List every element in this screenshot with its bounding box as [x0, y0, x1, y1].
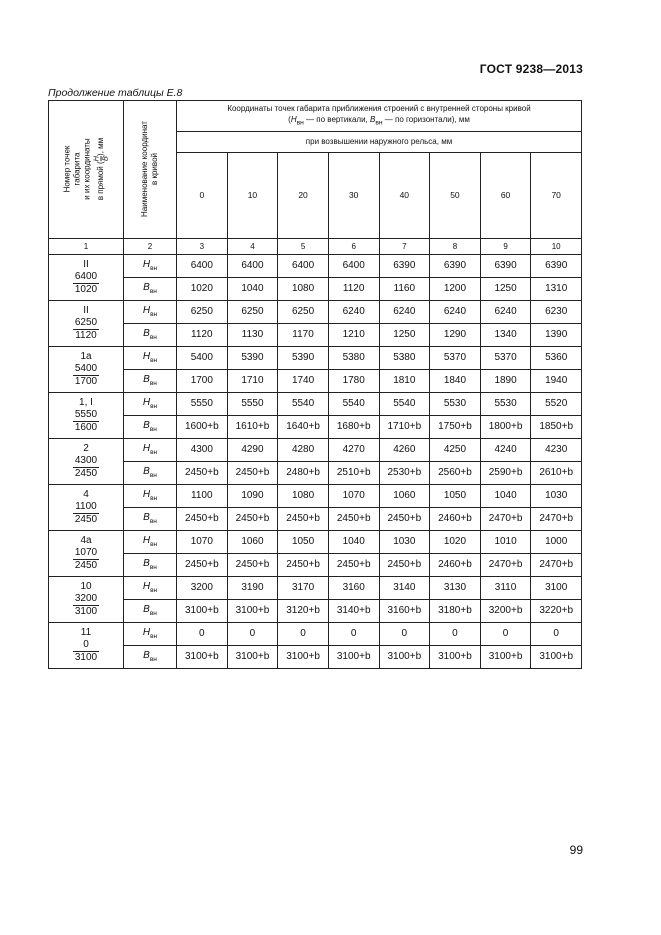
width-value: 1170 — [278, 323, 329, 346]
coordinate-name: $H_{вн}$ — [124, 484, 177, 507]
width-value: 2590+b — [480, 461, 531, 484]
height-value: 1020 — [430, 530, 481, 553]
point-id-cell: 2 $\frac{4300}{2450}$ — [49, 438, 124, 484]
width-value: 1340 — [480, 323, 531, 346]
coordinate-name: $B_{вн}$ — [124, 507, 177, 530]
height-value: 4230 — [531, 438, 582, 461]
height-value: 5540 — [278, 392, 329, 415]
width-value: 2450+b — [227, 507, 278, 530]
height-value: 3190 — [227, 576, 278, 599]
height-value: 5360 — [531, 346, 582, 369]
width-value: 1780 — [328, 369, 379, 392]
width-value: 3220+b — [531, 599, 582, 622]
column-number: 8 — [430, 238, 481, 254]
height-value: 3110 — [480, 576, 531, 599]
table-row — [49, 484, 582, 507]
table-row — [49, 254, 582, 277]
height-value: 4280 — [278, 438, 329, 461]
table-row — [49, 553, 582, 576]
header-point-numbers: Номер точек габарита и их координаты в прямой ( H B ), мм — [49, 101, 124, 239]
width-value: 1850+b — [531, 415, 582, 438]
table-row — [49, 461, 582, 484]
width-value: 2560+b — [430, 461, 481, 484]
column-number: 6 — [328, 238, 379, 254]
width-value: 2450+b — [177, 553, 228, 576]
width-value: 1200 — [430, 277, 481, 300]
height-value: 6390 — [430, 254, 481, 277]
height-value: 1070 — [177, 530, 228, 553]
height-value: 3200 — [177, 576, 228, 599]
document-header: ГОСТ 9238—2013 — [479, 62, 583, 76]
height-value: 1050 — [430, 484, 481, 507]
height-value: 5530 — [480, 392, 531, 415]
width-value: 3100+b — [379, 645, 430, 668]
height-value: 1000 — [531, 530, 582, 553]
page-number: 99 — [569, 843, 583, 857]
height-value: 1090 — [227, 484, 278, 507]
height-value: 1060 — [379, 484, 430, 507]
coordinate-name: $B_{вн}$ — [124, 461, 177, 484]
width-value: 1120 — [177, 323, 228, 346]
width-value: 2510+b — [328, 461, 379, 484]
width-value: 1040 — [227, 277, 278, 300]
width-value: 1940 — [531, 369, 582, 392]
width-value: 2450+b — [328, 507, 379, 530]
header-elevation-value: 70 — [531, 152, 582, 238]
coordinate-name: $B_{вн}$ — [124, 323, 177, 346]
column-number: 4 — [227, 238, 278, 254]
width-value: 1800+b — [480, 415, 531, 438]
width-value: 2480+b — [278, 461, 329, 484]
height-value: 1010 — [480, 530, 531, 553]
point-id-cell: 1, I $\frac{5550}{1600}$ — [49, 392, 124, 438]
height-value: 1030 — [531, 484, 582, 507]
height-value: 0 — [531, 622, 582, 645]
height-value: 5390 — [278, 346, 329, 369]
coordinate-name: $H_{вн}$ — [124, 576, 177, 599]
header-elevation-value: 20 — [278, 152, 329, 238]
coordinate-name: $H_{вн}$ — [124, 254, 177, 277]
coordinate-name: $B_{вн}$ — [124, 645, 177, 668]
width-value: 2470+b — [480, 553, 531, 576]
width-value: 1080 — [278, 277, 329, 300]
height-value: 6250 — [278, 300, 329, 323]
height-value: 5550 — [227, 392, 278, 415]
width-value: 1610+b — [227, 415, 278, 438]
header-coordinates-title: Координаты точек габарита приближения строений с внутренней стороны кривой ($H_{вн}$ — по вертикали, $B_{вн}$ — по горизонтали), мм — [177, 101, 582, 132]
height-value: 5400 — [177, 346, 228, 369]
height-value: 4290 — [227, 438, 278, 461]
height-value: 5370 — [430, 346, 481, 369]
height-value: 3160 — [328, 576, 379, 599]
width-value: 1130 — [227, 323, 278, 346]
width-value: 2450+b — [379, 553, 430, 576]
width-value: 1120 — [328, 277, 379, 300]
height-value: 4300 — [177, 438, 228, 461]
table-row — [49, 323, 582, 346]
height-value: 4270 — [328, 438, 379, 461]
height-value: 6250 — [177, 300, 228, 323]
width-value: 2450+b — [278, 553, 329, 576]
width-value: 3100+b — [177, 599, 228, 622]
width-value: 2610+b — [531, 461, 582, 484]
coordinate-name: $B_{вн}$ — [124, 415, 177, 438]
width-value: 2460+b — [430, 507, 481, 530]
height-value: 4250 — [430, 438, 481, 461]
height-value: 5380 — [328, 346, 379, 369]
height-value: 1060 — [227, 530, 278, 553]
height-value: 0 — [480, 622, 531, 645]
height-value: 6400 — [278, 254, 329, 277]
height-value: 0 — [227, 622, 278, 645]
width-value: 2450+b — [227, 553, 278, 576]
height-value: 0 — [430, 622, 481, 645]
height-value: 1070 — [328, 484, 379, 507]
width-value: 1210 — [328, 323, 379, 346]
height-value: 5520 — [531, 392, 582, 415]
coordinate-name: $B_{вн}$ — [124, 599, 177, 622]
height-value: 6400 — [227, 254, 278, 277]
width-value: 3100+b — [480, 645, 531, 668]
height-value: 3100 — [531, 576, 582, 599]
width-value: 3100+b — [227, 645, 278, 668]
coordinate-name: $H_{вн}$ — [124, 438, 177, 461]
width-value: 1020 — [177, 277, 228, 300]
height-value: 3170 — [278, 576, 329, 599]
column-number: 3 — [177, 238, 228, 254]
height-value: 6240 — [480, 300, 531, 323]
width-value: 2470+b — [531, 553, 582, 576]
height-value: 6390 — [480, 254, 531, 277]
column-number: 5 — [278, 238, 329, 254]
point-id-cell: 4 $\frac{1100}{2450}$ — [49, 484, 124, 530]
coordinate-name: $B_{вн}$ — [124, 369, 177, 392]
height-value: 6240 — [430, 300, 481, 323]
height-value: 5540 — [328, 392, 379, 415]
width-value: 2450+b — [177, 507, 228, 530]
width-value: 2530+b — [379, 461, 430, 484]
width-value: 1250 — [480, 277, 531, 300]
coordinate-name: $H_{вн}$ — [124, 392, 177, 415]
width-value: 3200+b — [480, 599, 531, 622]
header-elevation-value: 0 — [177, 152, 228, 238]
height-value: 6390 — [531, 254, 582, 277]
table-row — [49, 392, 582, 415]
width-value: 2460+b — [430, 553, 481, 576]
width-value: 3120+b — [278, 599, 329, 622]
table-row — [49, 576, 582, 599]
header-elevation-value: 40 — [379, 152, 430, 238]
height-value: 6400 — [177, 254, 228, 277]
height-value: 1040 — [328, 530, 379, 553]
width-value: 3100+b — [328, 645, 379, 668]
table-row — [49, 415, 582, 438]
width-value: 1160 — [379, 277, 430, 300]
width-value: 1700 — [177, 369, 228, 392]
table-row — [49, 300, 582, 323]
header-elevation-value: 60 — [480, 152, 531, 238]
height-value: 1080 — [278, 484, 329, 507]
table-row — [49, 622, 582, 645]
table-row — [49, 277, 582, 300]
width-value: 1290 — [430, 323, 481, 346]
width-value: 3100+b — [227, 599, 278, 622]
width-value: 2450+b — [278, 507, 329, 530]
height-value: 5370 — [480, 346, 531, 369]
width-value: 3180+b — [430, 599, 481, 622]
clearance-table — [48, 100, 582, 669]
coordinate-name: $B_{вн}$ — [124, 553, 177, 576]
height-value: 5540 — [379, 392, 430, 415]
width-value: 1710+b — [379, 415, 430, 438]
height-value: 6230 — [531, 300, 582, 323]
point-id-cell: 4а $\frac{1070}{2450}$ — [49, 530, 124, 576]
width-value: 2450+b — [379, 507, 430, 530]
header-elevation-value: 30 — [328, 152, 379, 238]
width-value: 1740 — [278, 369, 329, 392]
height-value: 1050 — [278, 530, 329, 553]
header-elevation-value: 50 — [430, 152, 481, 238]
width-value: 2450+b — [177, 461, 228, 484]
height-value: 0 — [328, 622, 379, 645]
height-value: 3140 — [379, 576, 430, 599]
table-row — [49, 530, 582, 553]
column-number: 9 — [480, 238, 531, 254]
column-number: 2 — [124, 238, 177, 254]
width-value: 3140+b — [328, 599, 379, 622]
column-number: 7 — [379, 238, 430, 254]
width-value: 1710 — [227, 369, 278, 392]
height-value: 6390 — [379, 254, 430, 277]
height-value: 6240 — [379, 300, 430, 323]
width-value: 1600+b — [177, 415, 228, 438]
width-value: 2470+b — [531, 507, 582, 530]
width-value: 2450+b — [227, 461, 278, 484]
height-value: 3130 — [430, 576, 481, 599]
height-value: 5550 — [177, 392, 228, 415]
table-row — [49, 599, 582, 622]
width-value: 1840 — [430, 369, 481, 392]
height-value: 6400 — [328, 254, 379, 277]
width-value: 1890 — [480, 369, 531, 392]
height-value: 1040 — [480, 484, 531, 507]
height-value: 6250 — [227, 300, 278, 323]
width-value: 1640+b — [278, 415, 329, 438]
coordinate-name: $H_{вн}$ — [124, 530, 177, 553]
width-value: 3100+b — [278, 645, 329, 668]
table-row — [49, 507, 582, 530]
width-value: 2450+b — [328, 553, 379, 576]
header-elevation-title: при возвышении наружного рельса, мм — [177, 131, 582, 152]
header-coordinate-names: Наименование координат в кривой — [124, 101, 177, 239]
point-id-cell: II $\frac{6400}{1020}$ — [49, 254, 124, 300]
table-row — [49, 645, 582, 668]
width-value: 2470+b — [480, 507, 531, 530]
coordinate-name: $B_{вн}$ — [124, 277, 177, 300]
point-id-cell: II $\frac{6250}{1120}$ — [49, 300, 124, 346]
height-value: 1030 — [379, 530, 430, 553]
width-value: 3100+b — [177, 645, 228, 668]
width-value: 1310 — [531, 277, 582, 300]
height-value: 0 — [177, 622, 228, 645]
point-id-cell: 11 $\frac{0}{3100}$ — [49, 622, 124, 668]
table-row — [49, 438, 582, 461]
header-elevation-value: 10 — [227, 152, 278, 238]
table-caption: Продолжение таблицы Е.8 — [48, 87, 183, 99]
width-value: 1750+b — [430, 415, 481, 438]
width-value: 1810 — [379, 369, 430, 392]
height-value: 0 — [278, 622, 329, 645]
coordinate-name: $H_{вн}$ — [124, 300, 177, 323]
width-value: 1680+b — [328, 415, 379, 438]
height-value: 5530 — [430, 392, 481, 415]
coordinate-name: $H_{вн}$ — [124, 622, 177, 645]
table-row — [49, 369, 582, 392]
height-value: 0 — [379, 622, 430, 645]
column-number: 1 — [49, 238, 124, 254]
width-value: 1250 — [379, 323, 430, 346]
point-id-cell: 10 $\frac{3200}{3100}$ — [49, 576, 124, 622]
width-value: 1390 — [531, 323, 582, 346]
width-value: 3100+b — [430, 645, 481, 668]
height-value: 4240 — [480, 438, 531, 461]
height-value: 5380 — [379, 346, 430, 369]
point-id-cell: 1а $\frac{5400}{1700}$ — [49, 346, 124, 392]
column-number: 10 — [531, 238, 582, 254]
width-value: 3100+b — [531, 645, 582, 668]
coordinate-name: $H_{вн}$ — [124, 346, 177, 369]
height-value: 5390 — [227, 346, 278, 369]
width-value: 3160+b — [379, 599, 430, 622]
height-value: 1100 — [177, 484, 228, 507]
table-row — [49, 346, 582, 369]
height-value: 6240 — [328, 300, 379, 323]
height-value: 4260 — [379, 438, 430, 461]
